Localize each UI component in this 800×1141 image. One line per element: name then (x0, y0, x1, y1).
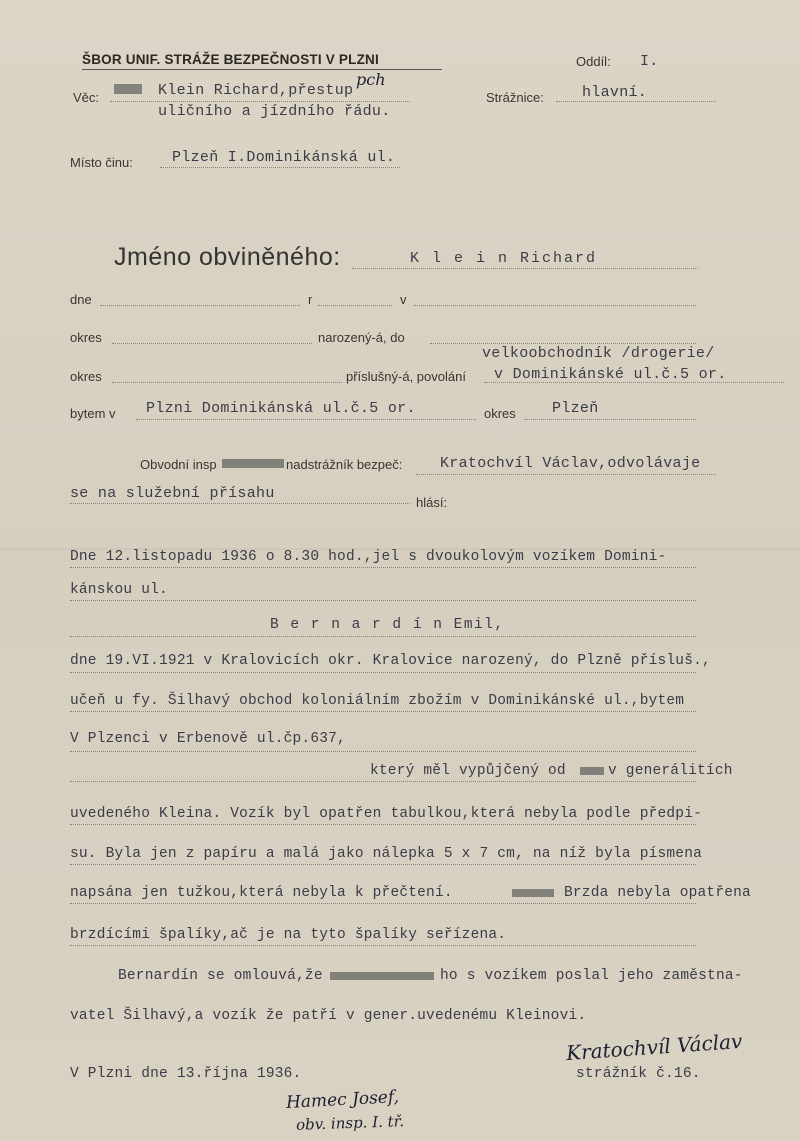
body-line-10a: napsána jen tužkou,která nebyla k přečtení. (70, 885, 453, 901)
form-v: v (400, 292, 407, 307)
form-r: r (308, 292, 313, 307)
body-line-13: vatel Šilhavý,a vozík že patří v gener.uvedenému Kleinovi. (70, 1008, 587, 1024)
body-line-11: brzdícími špalíky,ač je na tyto špalíky seřízena. (70, 927, 507, 943)
body-line-5: učeň u fy. Šilhavý obchod koloniálním zbožím v Dominikánské ul.,bytem (70, 693, 685, 709)
body-line-6: V Plzenci v Erbenově ul.čp.637, (70, 731, 346, 747)
officer-line-2: se na služební přísahu (70, 485, 275, 502)
organization-title: ŠBOR UNIF. STRÁŽE BEZPEČNOSTI V PLZNI (82, 52, 379, 67)
vec-correction: pch (356, 70, 386, 89)
straznice-label: Strážnice: (486, 90, 544, 105)
form-dne: dne (70, 292, 92, 307)
redaction-mark (222, 459, 284, 468)
oddil-label: Oddíl: (576, 54, 611, 69)
hlasi-label: hlásí: (416, 495, 448, 510)
misto-value: Plzeň I.Dominikánská ul. (172, 149, 396, 166)
form-okres-3: okres (484, 406, 516, 421)
body-line-9: su. Byla jen z papíru a malá jako nálepka 5 x 7 cm, na níž byla písmena (70, 846, 703, 862)
vec-line-2: uličního a jízdního řádu. (158, 103, 391, 120)
body-line-7a: který měl vypůjčený od (370, 763, 566, 779)
body-line-7b: v generálitích (608, 763, 733, 779)
body-line-2: kánskou ul. (70, 582, 168, 598)
officer-name: Kratochvíl Václav,odvolávaje (440, 455, 701, 472)
redaction-mark (114, 84, 142, 94)
redaction-mark (330, 972, 434, 980)
body-line-12a: Bernardín se omlouvá,že (118, 968, 323, 984)
vec-label: Věc: (73, 90, 100, 105)
form-okres-2: okres (70, 369, 102, 384)
redaction-mark (580, 767, 604, 775)
body-line-10b: Brzda nebyla opatřena (564, 885, 751, 901)
body-line-1: Dne 12.listopadu 1936 o 8.30 hod.,jel s dvoukolovým vozíkem Domini- (70, 549, 667, 565)
accused-value: K l e i n Richard (410, 250, 598, 267)
form-narozeny: narozený-á, do (318, 330, 405, 345)
form-prislusny: příslušný-á, povolání (346, 369, 466, 384)
form-okres-1: okres (70, 330, 102, 345)
place-date: V Plzni dne 13.října 1936. (70, 1066, 302, 1082)
signature-officer: Kratochvíl Václav (565, 1028, 744, 1066)
form-bytem-value: Plzni Dominikánská ul.č.5 or. (146, 400, 416, 417)
officer-printed: Obvodní insp (140, 457, 217, 472)
body-line-4: dne 19.VI.1921 v Kralovicích okr. Kralovice narozený, do Plzně přísluš., (70, 653, 711, 669)
officer-rank: strážník č.16. (576, 1066, 701, 1082)
signature-inspector-title: obv. insp. I. tř. (295, 1112, 405, 1134)
signature-inspector: Hamec Josef, (285, 1087, 400, 1113)
oddil-value: I. (640, 53, 659, 70)
redaction-mark (512, 889, 554, 897)
straznice-value: hlavní. (582, 84, 648, 101)
povolani-line-1: velkoobchodník /drogerie/ (482, 345, 715, 362)
vec-line-1: Klein Richard,přestup (158, 82, 354, 99)
body-line-8: uvedeného Kleina. Vozík byl opatřen tabulkou,která nebyla podle předpi- (70, 806, 703, 822)
body-line-12b: ho s vozíkem poslal jeho zaměstna- (440, 968, 743, 984)
form-bytem-label: bytem v (70, 406, 116, 421)
povolani-line-2: v Dominikánské ul.č.5 or. (494, 366, 727, 383)
misto-label: Místo činu: (70, 155, 133, 170)
body-line-3: B e r n a r d í n Emil, (270, 617, 505, 633)
accused-label: Jméno obviněného: (114, 243, 341, 271)
officer-printed-2: nadstrážník bezpeč: (286, 457, 403, 472)
form-okres-3-value: Plzeň (552, 400, 599, 417)
